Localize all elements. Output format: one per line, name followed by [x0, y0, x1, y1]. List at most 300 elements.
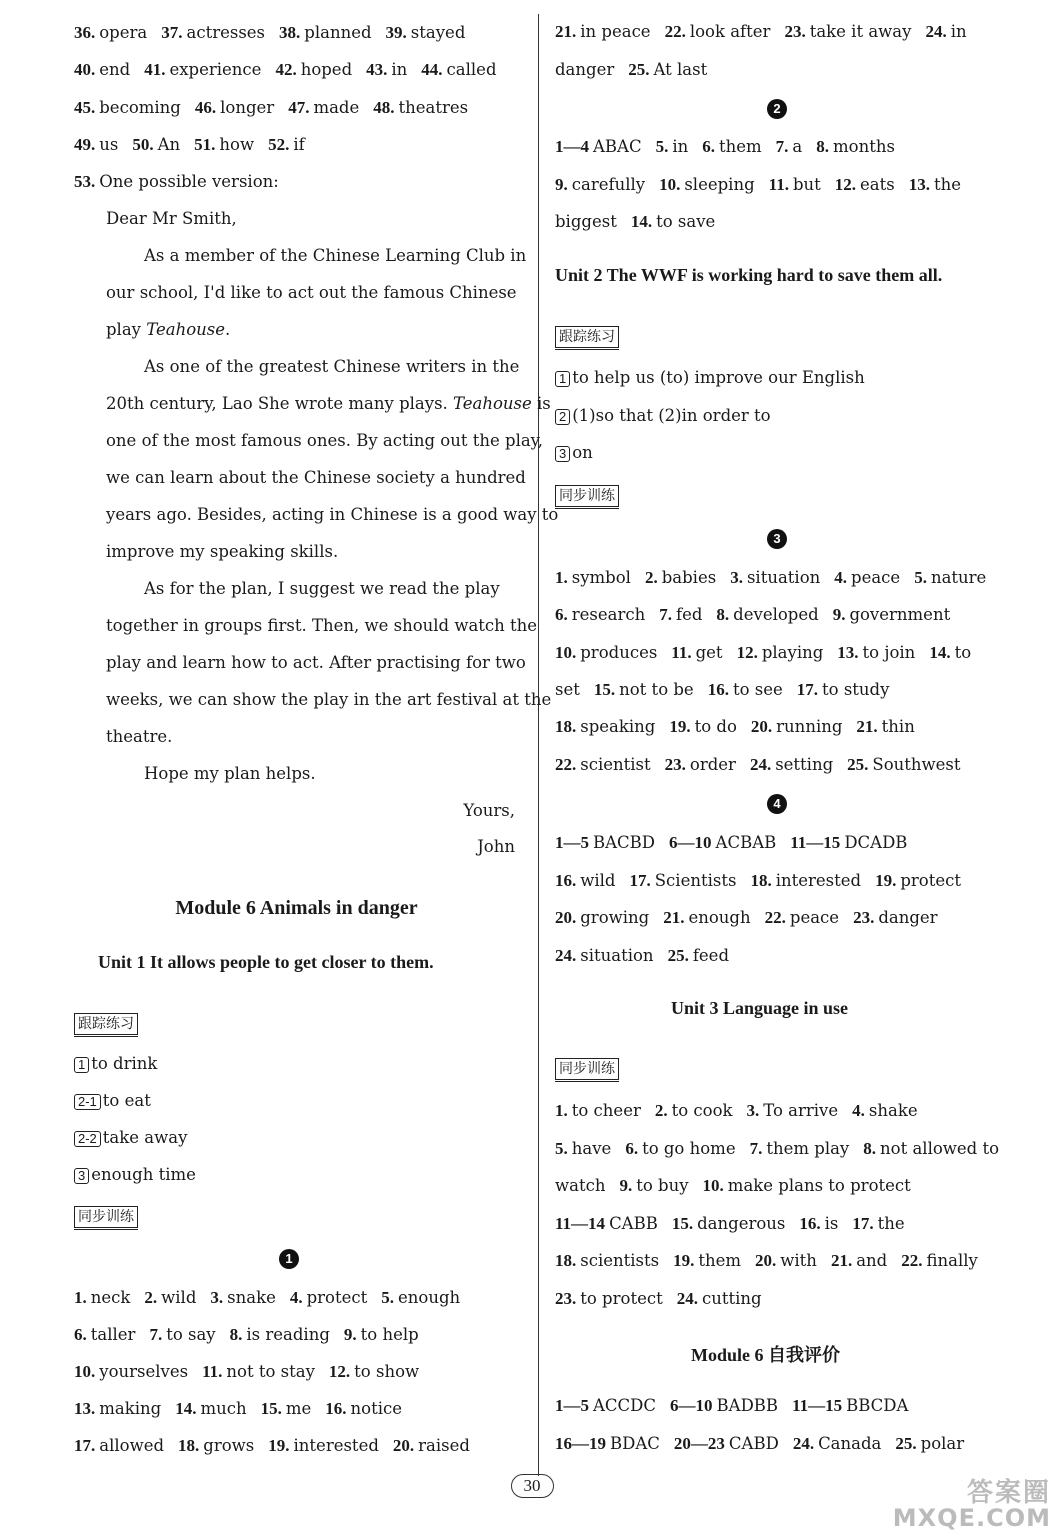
sync-training-label: 同步训练	[74, 1206, 138, 1228]
answer-text: us	[99, 134, 119, 154]
answer-text: peace	[851, 568, 901, 587]
answer-number: 11.	[671, 642, 692, 662]
answer-text: protect	[306, 1288, 368, 1307]
answer-text: babies	[661, 568, 717, 587]
answer-number: 21.	[856, 717, 878, 737]
answer-text: BDAC	[610, 1433, 660, 1453]
answer-text: in	[950, 22, 967, 41]
answer-number: 8.	[229, 1325, 243, 1344]
answer-number: 4.	[834, 568, 848, 587]
answer-row	[74, 1287, 460, 1309]
answer-text: situation	[580, 945, 654, 965]
item-number: 2-1	[74, 1094, 101, 1110]
sync-training-label-3: 同步训练	[555, 1058, 619, 1080]
answer-number: 3.	[746, 1101, 760, 1120]
answer-text: is	[824, 1213, 839, 1233]
answer-number: 6.	[555, 605, 568, 625]
answer-row	[555, 1138, 999, 1160]
track-item	[555, 405, 771, 427]
answer-number: 16.	[555, 870, 577, 890]
answer-text: to study	[822, 679, 890, 699]
answer-number: 22.	[901, 1251, 923, 1270]
answer-text: protect	[900, 870, 961, 890]
answer-number: 20.	[392, 1436, 415, 1455]
answer-text: with	[780, 1251, 817, 1270]
answer-number: 49.	[74, 134, 96, 154]
essay-line: years ago. Besides, acting in Chinese is a good way to	[106, 505, 559, 524]
answer-number: 11.	[202, 1362, 223, 1381]
answer-text: danger	[878, 908, 938, 927]
answer-number: 21.	[555, 22, 577, 41]
answer-text: get	[695, 642, 723, 662]
answer-text: thin	[881, 717, 915, 737]
answer-text: running	[776, 717, 843, 737]
answer-text: peace	[789, 908, 840, 927]
answer-text: but	[792, 174, 821, 194]
answer-text: to buy	[636, 1176, 689, 1195]
answer-text: situation	[746, 568, 821, 587]
essay-line: weeks, we can show the play in the art festival at the	[106, 690, 552, 709]
answer-text: if	[293, 134, 305, 154]
self-evaluation-title: Module 6 自我评价	[691, 1345, 841, 1365]
answer-number: 36.	[74, 23, 96, 42]
answer-number: 37.	[161, 23, 183, 42]
answer-number: 16.	[325, 1399, 347, 1418]
answer-row	[555, 1175, 911, 1197]
answer-number: 4.	[852, 1101, 865, 1120]
answer-text: finally	[926, 1251, 978, 1270]
answer-text: have	[571, 1138, 612, 1158]
answer-row	[555, 1395, 908, 1417]
answer-number: 23.	[784, 22, 806, 41]
answer-number: 44.	[421, 60, 443, 80]
answer-number: 11—14	[555, 1213, 606, 1233]
answer-text: symbol	[571, 568, 631, 587]
answer-number: 7.	[749, 1138, 763, 1158]
answer-row	[555, 604, 950, 626]
answer-text: BACBD	[593, 833, 656, 852]
answer-text: to save	[656, 212, 716, 231]
answer-number: 41.	[144, 60, 166, 80]
answer-number: 18.	[750, 870, 772, 890]
answer-text: ACBAB	[715, 833, 777, 852]
answer-text: enough	[398, 1288, 461, 1307]
answer-row	[555, 679, 889, 701]
answer-text: order	[689, 754, 736, 774]
answer-row	[74, 22, 465, 44]
essay-line: together in groups first. Then, we should watch the	[106, 616, 538, 635]
item-text: take away	[102, 1128, 188, 1147]
answer-number: 40.	[74, 60, 96, 80]
watermark-logo	[887, 1472, 1055, 1532]
track-item	[555, 367, 865, 389]
answer-text: made	[313, 97, 360, 117]
answer-number: 18.	[178, 1436, 200, 1455]
answer-number: 7.	[149, 1325, 163, 1344]
track-practice-label: 跟踪练习	[74, 1013, 138, 1035]
answer-number: 51.	[194, 134, 216, 154]
answer-number: 17.	[74, 1436, 96, 1455]
item-text: enough time	[91, 1165, 196, 1184]
answer-row	[555, 174, 961, 196]
answer-number: 25.	[895, 1433, 917, 1453]
answer-text: me	[285, 1399, 312, 1418]
answer-number: 6—10	[670, 1396, 713, 1415]
answer-text: To arrive	[763, 1101, 839, 1120]
answer-text: produces	[580, 642, 658, 662]
item-text: on	[572, 443, 593, 462]
answer-text: months	[833, 137, 895, 156]
answer-number: 5.	[655, 137, 669, 156]
watermark-url: MXQE.COM	[892, 1504, 1051, 1532]
answer-number: 18.	[555, 717, 577, 737]
section-3-badge: 3	[767, 529, 787, 549]
answer-text: to do	[694, 717, 737, 737]
answer-number: 22.	[555, 754, 577, 774]
answer-number: 15.	[671, 1213, 694, 1233]
answer-number: 25.	[667, 945, 689, 965]
answer-text: ACCDC	[593, 1396, 657, 1415]
answer-text: and	[856, 1251, 888, 1270]
answer-text: shake	[868, 1101, 918, 1120]
answer-text: how	[219, 134, 255, 154]
answer-text: danger	[555, 59, 615, 79]
item-number: 1	[74, 1057, 89, 1073]
track-item	[74, 1053, 157, 1075]
answer-number: 17.	[852, 1213, 874, 1233]
essay-line: 20th century, Lao She wrote many plays. Teahouse is	[106, 394, 551, 413]
answer-number: 38.	[279, 23, 301, 42]
item-number: 3	[555, 446, 570, 462]
answer-row	[555, 945, 729, 967]
answer-number: 17.	[796, 679, 819, 699]
answer-number: 1—4	[555, 137, 589, 156]
answer-number: 23.	[853, 908, 875, 927]
sync-training-label-2: 同步训练	[555, 485, 619, 507]
answer-row	[74, 1361, 419, 1383]
track-practice-label-2: 跟踪练习	[555, 326, 619, 348]
answer-row	[555, 21, 967, 43]
answer-number: 11—15	[792, 1396, 843, 1415]
answer-text: hoped	[300, 60, 353, 80]
answer-number: 20.	[750, 717, 773, 737]
answer-row	[555, 1433, 964, 1455]
item-number: 2	[555, 409, 570, 425]
answer-number: 10.	[74, 1362, 96, 1381]
answer-number: 25.	[628, 59, 650, 79]
answer-number: 3.	[730, 568, 743, 587]
answer-row	[555, 716, 915, 738]
answer-number: 15.	[593, 679, 616, 699]
answer-text: the	[934, 174, 962, 194]
answer-number: 25.	[847, 754, 869, 774]
answer-number: 42.	[275, 60, 297, 80]
answer-number: 12.	[328, 1362, 351, 1381]
answer-text: becoming	[99, 97, 181, 117]
answer-text: set	[555, 679, 580, 699]
answer-number: 7.	[659, 605, 672, 625]
paragraph-4: Hope my plan helps.	[144, 764, 316, 783]
answer-text: Canada	[818, 1433, 882, 1453]
answer-number: 8.	[716, 605, 730, 625]
answer-row	[555, 211, 715, 233]
answer-number: 3.	[210, 1288, 224, 1307]
answer-text: carefully	[571, 174, 646, 194]
column-divider	[538, 14, 539, 1476]
answer-number: 1.	[555, 1101, 568, 1120]
answer-text: to say	[166, 1325, 216, 1344]
answer-number: 14.	[175, 1399, 197, 1418]
answer-text: scientists	[580, 1251, 660, 1270]
answer-text: cutting	[701, 1288, 762, 1308]
answer-number: 12.	[736, 642, 758, 662]
answer-row	[74, 97, 468, 119]
answer-text: longer	[220, 97, 275, 117]
answer-text: research	[571, 605, 646, 625]
answer-row	[555, 907, 938, 929]
answer-number: 1.	[555, 568, 568, 587]
answer-number: 10.	[555, 642, 577, 662]
answer-number: 19.	[268, 1436, 290, 1455]
essay-line: 53. One possible version:	[74, 172, 279, 191]
answer-text: scientist	[580, 754, 651, 774]
answer-text: enough	[688, 908, 751, 927]
answer-number: 13.	[74, 1399, 96, 1418]
unit3-title: Unit 3 Language in use	[671, 998, 849, 1018]
answer-text: them	[719, 137, 762, 156]
answer-number: 9.	[555, 174, 568, 194]
answer-text: developed	[733, 605, 819, 625]
answer-number: 24.	[676, 1288, 698, 1308]
answer-row	[555, 59, 707, 81]
item-text: (1)so that (2)in order to	[572, 405, 771, 425]
answer-number: 43.	[366, 60, 388, 80]
answer-number: 6—10	[669, 833, 712, 852]
essay-line: play and learn how to act. After practising for two	[106, 653, 526, 672]
answer-number: 48.	[373, 97, 395, 117]
answer-number: 22.	[664, 22, 686, 41]
unit2-title: Unit 2 The WWF is working hard to save them all.	[555, 265, 943, 285]
answer-number: 9.	[832, 605, 846, 625]
answer-number: 11.	[768, 174, 789, 194]
answer-text: to go home	[642, 1138, 736, 1158]
answer-text: them	[698, 1251, 742, 1270]
answer-text: nature	[930, 568, 987, 587]
answer-row	[74, 134, 305, 156]
answer-number: 12.	[834, 174, 857, 194]
answer-text: to show	[354, 1362, 420, 1381]
answer-text: in peace	[580, 22, 651, 41]
essay-line: play Teahouse.	[106, 320, 231, 339]
answer-text: polar	[920, 1433, 965, 1453]
answer-text: them play	[766, 1138, 850, 1158]
answer-text: wild	[161, 1288, 197, 1307]
answer-text: interested	[775, 870, 862, 890]
answer-text: watch	[555, 1176, 606, 1195]
answer-text: take it away	[809, 22, 912, 41]
item-text: to eat	[102, 1091, 151, 1110]
closing: Yours,	[463, 801, 515, 820]
answer-number: 39.	[385, 23, 407, 42]
answer-number: 20.	[755, 1251, 777, 1270]
answer-number: 8.	[863, 1138, 877, 1158]
answer-text: eats	[860, 174, 895, 194]
answer-text: not allowed to	[880, 1138, 1000, 1158]
answer-text: theatres	[398, 97, 469, 117]
answer-number: 23.	[664, 754, 686, 774]
answer-number: 21.	[830, 1251, 853, 1270]
answer-number: 2.	[654, 1101, 668, 1120]
answer-text: An	[157, 134, 181, 154]
answer-text: to join	[862, 642, 916, 662]
answer-number: 5.	[381, 1288, 394, 1307]
answer-number: 22.	[764, 908, 786, 927]
answer-row	[555, 754, 961, 776]
answer-number: 20.	[555, 908, 577, 927]
answer-text: end	[99, 60, 131, 80]
answer-number: 23.	[555, 1288, 577, 1308]
answer-number: 2.	[644, 568, 658, 587]
answer-number: 16.	[707, 679, 729, 699]
answer-text: ABAC	[593, 137, 642, 156]
salutation: Dear Mr Smith,	[106, 209, 237, 228]
track-item	[74, 1090, 151, 1112]
answer-text: make plans to protect	[727, 1176, 911, 1195]
answer-text: planned	[304, 23, 372, 42]
answer-text: CABB	[609, 1213, 658, 1233]
answer-number: 24.	[555, 945, 577, 965]
answer-number: 52.	[268, 134, 290, 154]
answer-text: BADBB	[716, 1396, 779, 1415]
answer-row	[555, 1250, 978, 1272]
answer-text: taller	[90, 1325, 136, 1344]
answer-text: is reading	[246, 1325, 330, 1344]
page-number	[482, 1474, 582, 1500]
answer-text: actresses	[186, 23, 266, 42]
answer-number: 10.	[659, 174, 681, 194]
section-2-badge: 2	[767, 99, 787, 119]
answer-text: sleeping	[684, 174, 755, 194]
answer-text: CABD	[728, 1433, 779, 1453]
item-text: to help us (to) improve our English	[572, 368, 865, 387]
answer-number: 20—23	[673, 1433, 725, 1453]
essay-line: As a member of the Chinese Learning Club in	[144, 246, 527, 265]
answer-text: called	[446, 60, 497, 80]
answer-text: opera	[99, 23, 148, 42]
answer-text: biggest	[555, 212, 617, 231]
answer-row	[555, 136, 895, 158]
answer-number: 45.	[74, 97, 96, 117]
answer-text: DCADB	[844, 833, 908, 852]
answer-number: 16.	[799, 1213, 821, 1233]
answer-row	[555, 1100, 918, 1122]
answer-text: setting	[775, 754, 834, 774]
answer-number: 16—19	[555, 1433, 606, 1453]
answer-text: government	[849, 605, 951, 625]
answer-text: yourselves	[99, 1362, 189, 1381]
answer-text: a	[792, 137, 803, 156]
answer-text: snake	[227, 1288, 276, 1307]
answer-number: 10.	[702, 1176, 724, 1195]
answer-number: 9.	[343, 1325, 357, 1344]
answer-number: 50.	[132, 134, 154, 154]
answer-text: to see	[732, 679, 783, 699]
answer-row	[555, 642, 971, 664]
answer-text: neck	[90, 1288, 131, 1307]
answer-text: making	[99, 1399, 162, 1418]
answer-row	[555, 1288, 762, 1310]
item-number: 1	[555, 371, 570, 387]
section-4-badge: 4	[767, 794, 787, 814]
answer-number: 5.	[914, 568, 927, 587]
answer-text: to protect	[580, 1288, 663, 1308]
essay-line: improve my speaking skills.	[106, 542, 339, 561]
answer-row	[74, 1435, 470, 1457]
answer-text: BBCDA	[846, 1396, 909, 1415]
answer-row	[555, 832, 907, 854]
answer-text: growing	[580, 908, 650, 927]
answer-text: not to stay	[226, 1362, 315, 1381]
answer-text: fed	[675, 605, 703, 625]
answer-number: 19.	[669, 717, 691, 737]
answer-number: 14.	[630, 212, 653, 231]
answer-text: Scientists	[654, 870, 737, 890]
answer-number: 13.	[908, 174, 930, 194]
answer-number: 1—5	[555, 833, 589, 852]
answer-number: 6.	[625, 1138, 639, 1158]
answer-text: in	[672, 137, 689, 156]
signature: John	[477, 837, 515, 856]
answer-text: look after	[689, 22, 771, 41]
answer-text: stayed	[410, 23, 466, 42]
answer-text: interested	[293, 1436, 379, 1455]
answer-number: 19.	[875, 870, 897, 890]
answer-number: 47.	[288, 97, 310, 117]
item-number: 2-2	[74, 1131, 101, 1147]
answer-row	[74, 1324, 419, 1346]
answer-text: allowed	[99, 1436, 165, 1455]
answer-number: 19.	[673, 1251, 695, 1270]
track-item	[74, 1127, 187, 1149]
answer-text: much	[200, 1399, 247, 1418]
answer-text: Southwest	[872, 754, 961, 774]
answer-number: 24.	[749, 754, 772, 774]
answer-number: 2.	[144, 1288, 158, 1307]
track-item	[555, 442, 593, 464]
answer-row	[74, 1398, 402, 1420]
answer-number: 6.	[702, 137, 715, 156]
section-1-badge: 1	[279, 1249, 299, 1269]
answer-number: 21.	[663, 908, 685, 927]
essay-line: As for the plan, I suggest we read the play	[144, 579, 500, 598]
answer-row	[555, 1213, 905, 1235]
answer-number: 13.	[837, 642, 859, 662]
answer-number: 7.	[775, 137, 789, 156]
item-number: 3	[74, 1168, 89, 1184]
essay-line: one of the most famous ones. By acting out the play,	[106, 431, 544, 450]
answer-number: 1.	[74, 1288, 87, 1307]
answer-number: 14.	[929, 642, 951, 662]
answer-text: to cheer	[571, 1101, 641, 1120]
track-item	[74, 1164, 196, 1186]
answer-text: in	[391, 60, 408, 80]
answer-row	[555, 567, 986, 589]
answer-number: 46.	[194, 97, 217, 117]
answer-number: 8.	[816, 137, 830, 156]
answer-text: playing	[761, 642, 824, 662]
answer-text: raised	[418, 1436, 470, 1455]
answer-text: to help	[360, 1325, 419, 1344]
